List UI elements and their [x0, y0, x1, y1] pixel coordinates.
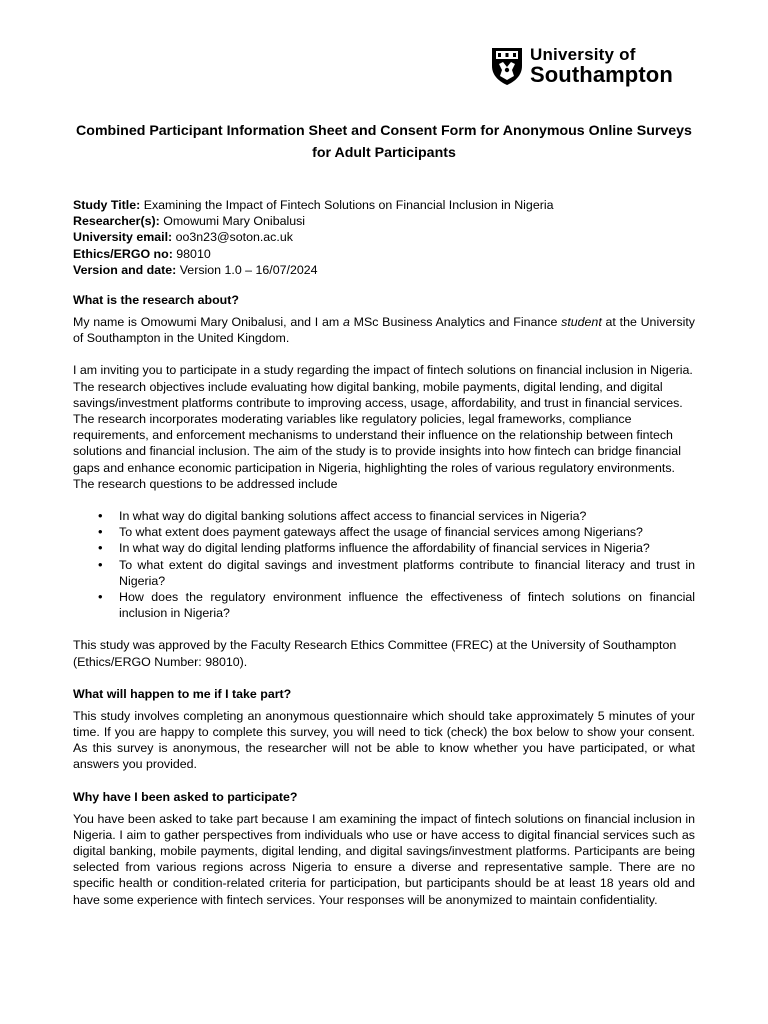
section-heading-take-part: What will happen to me if I take part? [73, 686, 292, 701]
researcher-value: Omowumi Mary Onibalusi [159, 214, 306, 229]
intro-paragraph [73, 314, 695, 346]
approval-paragraph: This study was approved by the Faculty Research Ethics Committee (FREC) at the University of Southampton (Ethics/ERGO Number: 98010). [73, 638, 677, 669]
logo-text-line1: University of [530, 45, 636, 64]
document-body [73, 292, 695, 924]
study-title-row [73, 197, 695, 213]
section-heading-research: What is the research about? [73, 293, 239, 307]
study-metadata [73, 197, 695, 278]
document-title: Combined Participant Information Sheet and Consent Form for Anonymous Online Surveys for Adult Participants [76, 123, 692, 161]
intro-italic-a: a [342, 315, 350, 329]
take-part-paragraph: This study involves completing an anonymous questionnaire which should take approximately 5 minutes of your time. If you are happy to complete this survey, you will need to tick (check) the box below to show your consent. As this survey is anonymous, the researcher will not be able to know whether you have participated, or what answers you provided. [73, 708, 695, 772]
ethics-value: 98010 [172, 246, 211, 261]
crest-icon [490, 46, 524, 86]
version-value: Version 1.0 – 16/07/2024 [176, 262, 318, 277]
email-value: oo3n23@soton.ac.uk [172, 230, 293, 245]
list-item: • To what extent does payment gateways affect the usage of financial services among Nigerians? [119, 524, 695, 540]
intro-text-b: MSc Business Analytics and Finance [349, 315, 562, 329]
version-row [73, 262, 695, 278]
study-title-label: Study Title: [73, 198, 141, 212]
logo-text-line2: Southampton [530, 62, 673, 87]
email-label: University email: [73, 230, 173, 245]
list-item: • How does the regulatory environment influence the effectiveness of fintech solutions on financial inclusion in Nigeria? [119, 589, 695, 621]
intro-text-c: at the University of Southampton in the United Kingdom. [73, 315, 695, 346]
list-item: • In what way do digital lending platforms influence the affordability of financial services in Nigeria? [119, 540, 695, 556]
intro-text-a: My name is Omowumi Mary Onibalusi, and I am [73, 315, 343, 329]
section-heading-why-asked: Why have I been asked to participate? [73, 789, 298, 804]
research-questions-list [73, 508, 695, 621]
list-item: • In what way do digital banking solutions affect access to financial services in Nigeria? [119, 508, 695, 524]
intro-italic-student: student [561, 315, 602, 329]
researcher-label: Researcher(s): [73, 214, 160, 229]
ethics-row [73, 246, 695, 262]
researcher-row [73, 213, 695, 229]
email-row [73, 229, 695, 245]
university-logo [490, 44, 695, 88]
list-item: • To what extent do digital savings and investment platforms contribute to financial literacy and trust in Nigeria? [119, 557, 695, 589]
ethics-label: Ethics/ERGO no: [73, 246, 173, 261]
version-label: Version and date: [73, 262, 177, 277]
research-description-paragraph: I am inviting you to participate in a study regarding the impact of fintech solutions on financial inclusion in Nigeria. The research objectives include evaluating how digital banking, mobile payments, digital lending, and digital savings/investment platforms contribute to improving access, usage, affordability, and trust in financial services. The research incorporates moderating variables like regulatory policies, legal frameworks, compliance requirements, and enforcement mechanisms to understand their influence on the relationship between fintech solutions and financial inclusion. The aim of the study is to provide insights into how fintech can bridge financial gaps and enhance economic participation in Nigeria, highlighting the roles of various regulatory environments. The research questions to be addressed include [73, 363, 693, 491]
why-asked-paragraph: You have been asked to take part because I am examining the impact of fintech solutions on financial inclusion in Nigeria. I aim to gather perspectives from individuals who use or have access to digital financial services such as digital banking, mobile payments, digital lending, and digital savings/investment platforms. Participants are being selected from various regions across Nigeria to ensure a diverse and representative sample. There are no specific health or condition-related criteria for participation, but participants should be at least 18 years old and have some experience with fintech services. Your responses will be anonymized to maintain confidentiality. [73, 811, 695, 907]
study-title-value: Examining the Impact of Fintech Solutions on Financial Inclusion in Nigeria [140, 198, 554, 212]
